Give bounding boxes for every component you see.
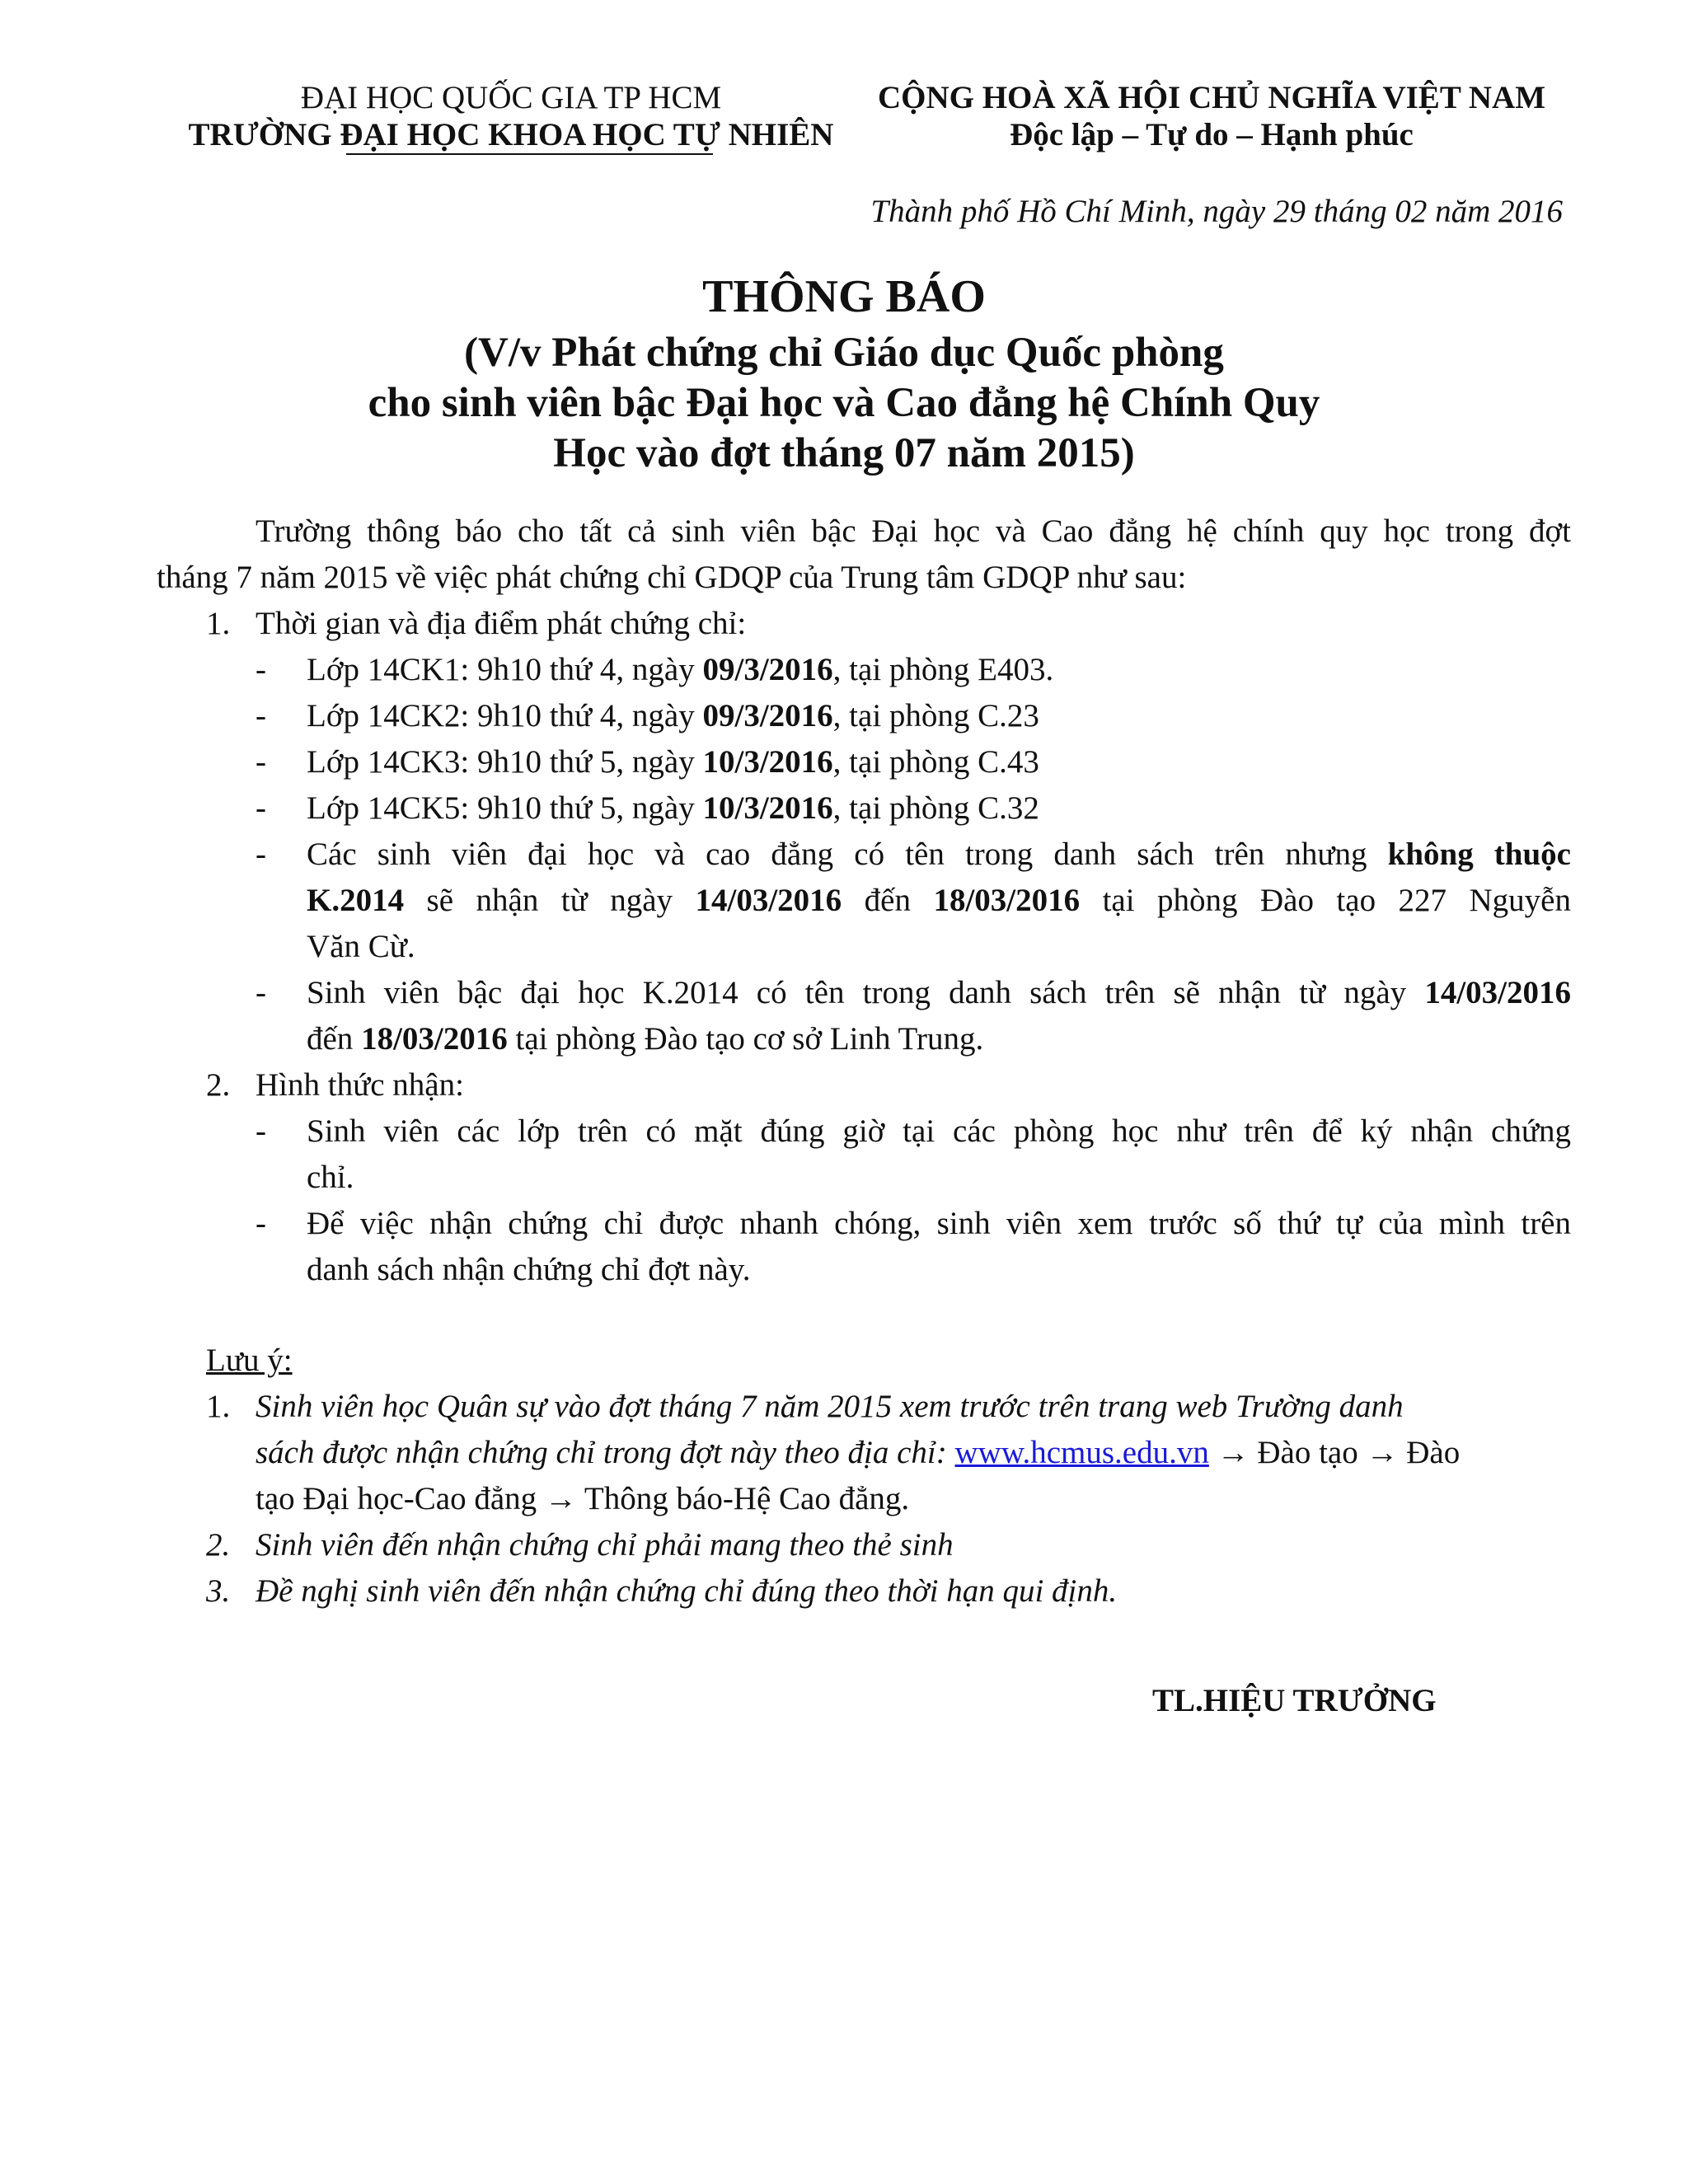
- header-country: CỘNG HOÀ XÃ HỘI CHỦ NGHĨA VIỆT NAM: [877, 80, 1546, 115]
- note1-number: 1.: [206, 1389, 231, 1424]
- class-room: , tại phòng C.23: [832, 698, 1039, 733]
- bullet-dash: -: [256, 1113, 266, 1149]
- class-14ck3-line: [307, 739, 1039, 785]
- note3-number: 3.: [206, 1573, 231, 1609]
- section2-number: 2.: [206, 1067, 231, 1103]
- non-k2014-line1: [307, 832, 1571, 878]
- title-subject-line2: cho sinh viên bậc Đại học và Cao đẳng hệ Chính Quy: [368, 380, 1320, 426]
- k2014-text: đến: [307, 1021, 362, 1057]
- class-14ck5-line: [307, 785, 1039, 832]
- bullet-dash: -: [256, 652, 266, 687]
- receive-method-line2: chỉ.: [307, 1160, 354, 1195]
- section2-heading: Hình thức nhận:: [256, 1067, 464, 1103]
- start-date: 14/03/2016: [1424, 975, 1571, 1010]
- nav-path-text: → Đào tạo → Đào: [1208, 1435, 1461, 1470]
- website-link[interactable]: www.hcmus.edu.vn: [954, 1435, 1209, 1470]
- k2014-line1: [307, 970, 1571, 1016]
- header-motto: Độc lập – Tự do – Hạnh phúc: [1010, 117, 1414, 152]
- class-14ck1-line: [307, 647, 1053, 693]
- class-text: Lớp 14CK2: 9h10 thứ 4, ngày: [307, 698, 703, 733]
- class-date: 10/3/2016: [702, 790, 833, 826]
- k2014-text: Sinh viên bậc đại học K.2014 có tên trong danh sách trên sẽ nhận từ ngày: [307, 975, 1425, 1010]
- class-date: 09/3/2016: [702, 698, 833, 733]
- class-room: , tại phòng C.32: [832, 790, 1039, 826]
- non-k2014-text: sẽ nhận từ ngày: [404, 883, 696, 918]
- class-text: Lớp 14CK1: 9h10 thứ 4, ngày: [307, 652, 703, 687]
- bullet-dash: -: [256, 1206, 266, 1241]
- signature-title: TL.HIỆU TRƯỞNG: [1152, 1683, 1437, 1718]
- section1-heading: Thời gian và địa điểm phát chứng chỉ:: [256, 606, 747, 641]
- class-room: , tại phòng C.43: [832, 744, 1039, 780]
- order-number-line1: Để việc nhận chứng chỉ được nhanh chóng, sinh viên xem trước số thứ tự của mình trên: [307, 1206, 1571, 1241]
- section1-number: 1.: [206, 606, 231, 641]
- class-14ck2-line: [307, 693, 1039, 739]
- non-k2014-text: tại phòng Đào tạo 227 Nguyễn: [1080, 883, 1571, 918]
- bullet-dash: -: [256, 790, 266, 826]
- non-k2014-text: đến: [842, 883, 934, 918]
- header-left-underline: [346, 153, 713, 155]
- title-subject-line1: (V/v Phát chứng chỉ Giáo dục Quốc phòng: [464, 330, 1224, 376]
- page-title: THÔNG BÁO: [702, 271, 986, 322]
- end-date: 18/03/2016: [933, 883, 1081, 918]
- note1-line3: tạo Đại học-Cao đẳng → Thông báo-Hệ Cao đẳng.: [256, 1481, 910, 1516]
- class-room: , tại phòng E403.: [832, 652, 1054, 687]
- cohort-label: K.2014: [307, 883, 405, 918]
- note-heading: Lưu ý:: [206, 1343, 293, 1378]
- non-k2014-emphasis: không thuộc: [1387, 837, 1571, 872]
- header-school: TRƯỜNG ĐẠI HỌC KHOA HỌC TỰ NHIÊN: [188, 117, 834, 152]
- note2-number: 2.: [206, 1527, 231, 1563]
- bullet-dash: -: [256, 744, 266, 780]
- note3-text: Đề nghị sinh viên đến nhận chứng chỉ đúng theo thời hạn qui định.: [256, 1573, 1118, 1609]
- bullet-dash: -: [256, 837, 266, 872]
- end-date: 18/03/2016: [361, 1021, 508, 1057]
- receive-method-line1: Sinh viên các lớp trên có mặt đúng giờ tại các phòng học như trên để ký nhận chứng: [307, 1113, 1571, 1149]
- class-text: Lớp 14CK3: 9h10 thứ 5, ngày: [307, 744, 703, 780]
- title-subject-line3: Học vào đợt tháng 07 năm 2015): [553, 430, 1135, 476]
- k2014-text: tại phòng Đào tạo cơ sở Linh Trung.: [507, 1021, 984, 1057]
- intro-line1: Trường thông báo cho tất cả sinh viên bậc Đại học và Cao đẳng hệ chính quy học trong đợt: [256, 513, 1571, 549]
- note2-text: Sinh viên đến nhận chứng chỉ phải mang theo thẻ sinh: [256, 1527, 954, 1563]
- class-date: 09/3/2016: [702, 652, 833, 687]
- bullet-dash: -: [256, 975, 266, 1010]
- header-university: ĐẠI HỌC QUỐC GIA TP HCM: [300, 80, 722, 115]
- order-number-line2: danh sách nhận chứng chỉ đợt này.: [307, 1252, 751, 1287]
- note1-line1: Sinh viên học Quân sự vào đợt tháng 7 năm 2015 xem trước trên trang web Trường danh: [256, 1389, 1404, 1424]
- note1-line2: [256, 1430, 1460, 1476]
- non-k2014-line2: [307, 878, 1571, 924]
- non-k2014-line3: Văn Cừ.: [307, 929, 415, 964]
- date-line: Thành phố Hồ Chí Minh, ngày 29 tháng 02 năm 2016: [870, 194, 1563, 229]
- non-k2014-text: Các sinh viên đại học và cao đẳng có tên trong danh sách trên nhưng: [307, 837, 1388, 872]
- note1-text: sách được nhận chứng chỉ trong đợt này theo địa chỉ:: [256, 1435, 955, 1470]
- class-date: 10/3/2016: [702, 744, 833, 780]
- intro-line2: tháng 7 năm 2015 về việc phát chứng chỉ GDQP của Trung tâm GDQP như sau:: [157, 560, 1187, 595]
- start-date: 14/03/2016: [695, 883, 842, 918]
- bullet-dash: -: [256, 698, 266, 733]
- k2014-line2: [307, 1016, 983, 1062]
- class-text: Lớp 14CK5: 9h10 thứ 5, ngày: [307, 790, 703, 826]
